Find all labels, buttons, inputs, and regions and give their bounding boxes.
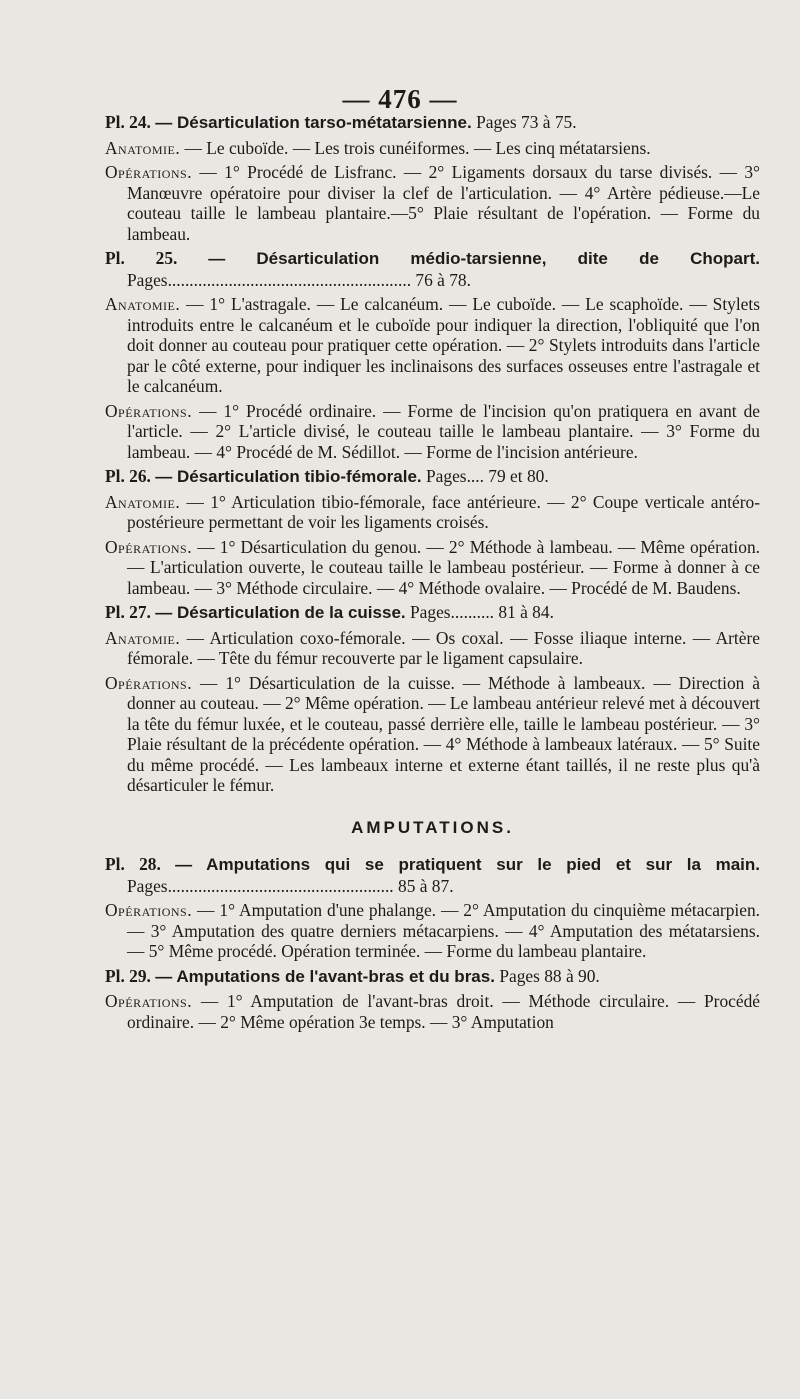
paragraph-text: — Le cuboïde. — Les trois cunéiformes. — Les cinq métatarsiens. bbox=[180, 137, 651, 158]
plate-heading bbox=[105, 466, 760, 488]
paragraph-label: Anatomie. bbox=[105, 137, 181, 158]
pages-reference: Pages.......... 81 à 84. bbox=[409, 602, 554, 622]
pages-reference: Pages........................................................ 76 à 78. bbox=[127, 269, 471, 290]
page-content bbox=[105, 112, 760, 1032]
plate-heading bbox=[105, 854, 760, 896]
plate-title: — Désarticulation tarso-métatarsienne. bbox=[155, 113, 472, 132]
plate-title: — Désarticulation médio-tarsienne, dite de Chopart. bbox=[208, 249, 760, 268]
plate-number: Pl. 27. bbox=[105, 602, 151, 622]
entry-paragraph bbox=[105, 492, 760, 533]
plate-heading bbox=[105, 112, 760, 134]
paragraph-label: Opérations. bbox=[105, 900, 193, 920]
paragraph-text: — 1° Procédé ordinaire. — Forme de l'incision qu'on pratiquera en avant de l'article. — 2° L'article divisé, le couteau taille le lambeau plantaire. — 3° Forme du lambeau. — 4° Procédé de M. Sédillot. — Forme de l'incision antérieure. bbox=[127, 400, 760, 462]
entry-paragraph bbox=[105, 628, 760, 669]
paragraph-label: Anatomie. bbox=[105, 627, 181, 648]
paragraph-label: Opérations. bbox=[105, 672, 193, 693]
paragraph-text: — 1° Procédé de Lisfranc. — 2° Ligaments dorsaux du tarse divisés. — 3° Manœuvre opératoire pour diviser la clef de l'articulation. — 4° Artère pédieuse.—Le couteau taille le lambeau plantaire.—5° Plaie résultant de l'opération. — Forme du lambeau. bbox=[127, 162, 760, 244]
pages-reference: Pages.... 79 et 80. bbox=[426, 466, 549, 486]
plate-title: — Amputations de l'avant-bras et du bras. bbox=[155, 966, 495, 986]
paragraph-label: Opérations. bbox=[105, 991, 193, 1011]
entry-paragraph bbox=[105, 900, 760, 962]
entry-paragraph bbox=[105, 294, 760, 397]
entry-paragraph bbox=[105, 991, 760, 1032]
pages-reference: Pages.................................................... 85 à 87. bbox=[127, 875, 454, 896]
entry-paragraph bbox=[105, 673, 760, 796]
paragraph-text: — 1° Amputation d'une phalange. — 2° Amputation du cinquième métacarpien. — 3° Amputation des quatre derniers métacarpiens. — 4° Amputation des métatarsiens. — 5° Même procédé. Opération terminée. — Forme du lambeau plantaire. bbox=[127, 900, 760, 961]
paragraph-text: — 1° Amputation de l'avant-bras droit. — Méthode circulaire. — Procédé ordinaire. — 2° Même opération 3e temps. — 3° Amputation bbox=[127, 991, 760, 1032]
paragraph-text: — 1° Désarticulation du genou. — 2° Méthode à lambeau. — Même opération. — L'articulation ouverte, le couteau taille le lambeau postérieur. — Forme à donner à ce lambeau. — 3° Méthode circulaire. — 4° Méthode ovalaire. — Procédé de M. Baudens. bbox=[127, 536, 760, 598]
plate-entry bbox=[105, 966, 760, 1033]
page-number: — 476 — bbox=[342, 84, 458, 114]
plate-heading bbox=[105, 602, 760, 624]
paragraph-label: Anatomie. bbox=[105, 294, 181, 314]
paragraph-label: Opérations. bbox=[105, 536, 193, 557]
plate-title: — Désarticulation tibio-fémorale. bbox=[155, 467, 422, 486]
entry-paragraph bbox=[105, 138, 760, 159]
paragraph-label: Opérations. bbox=[105, 400, 193, 421]
paragraph-text: — 1° L'astragale. — Le calcanéum. — Le cuboïde. — Le scaphoïde. — Stylets introduits entre le calcanéum et le cuboïde pour indiquer la direction, l'obliquité que l'on doit donner au couteau pour pratiquer cette opération. — 2° Stylets introduits dans l'article par le côté externe, pour indiquer les inclinaisons des surfaces osseuses entre l'astragale et le calcanéum. bbox=[127, 294, 760, 396]
plate-heading bbox=[105, 248, 760, 290]
plate-entry bbox=[105, 466, 760, 598]
plate-entry bbox=[105, 248, 760, 462]
entry-paragraph bbox=[105, 162, 760, 244]
paragraph-text: — 1° Désarticulation de la cuisse. — Méthode à lambeaux. — Direction à donner au couteau. — 2° Même opération. — Le lambeau antérieur relevé met à découvert la tête du fémur luxée, et le couteau, passé derrière elle, taille le lambeau postérieur. — 3° Plaie résultant de la précédente opération. — 4° Méthode à lambeaux latéraux. — 5° Suite du même procédé. — Les lambeaux interne et externe étant taillés, il ne reste plus qu'à désarticuler le fémur. bbox=[127, 672, 760, 795]
plate-title: — Amputations qui se pratiquent sur le pied et sur la main. bbox=[175, 855, 760, 874]
entry-paragraph bbox=[105, 537, 760, 599]
entries-list-amputations bbox=[105, 854, 760, 1032]
pages-reference: Pages 88 à 90. bbox=[499, 965, 600, 986]
paragraph-text: — Articulation coxo-fémorale. — Os coxal. — Fosse iliaque interne. — Artère fémorale. — Tête du fémur recouverte par le ligament capsulaire. bbox=[127, 627, 760, 668]
entry-paragraph bbox=[105, 401, 760, 463]
plate-number: Pl. 24. bbox=[105, 112, 151, 132]
entries-list bbox=[105, 112, 760, 796]
plate-number: Pl. 25. bbox=[105, 248, 178, 268]
plate-number: Pl. 28. bbox=[105, 854, 161, 874]
plate-entry bbox=[105, 854, 760, 962]
pages-reference: Pages 73 à 75. bbox=[476, 112, 577, 132]
paragraph-label: Opérations. bbox=[105, 162, 193, 182]
plate-number: Pl. 29. bbox=[105, 965, 151, 986]
plate-entry bbox=[105, 602, 760, 796]
paragraph-text: — 1° Articulation tibio-fémorale, face antérieure. — 2° Coupe verticale antéro-postérieure permettant de voir les ligaments croisés. bbox=[127, 491, 760, 532]
paragraph-label: Anatomie. bbox=[105, 491, 181, 512]
plate-heading bbox=[105, 966, 760, 988]
plate-number: Pl. 26. bbox=[105, 466, 151, 486]
plate-title: — Désarticulation de la cuisse. bbox=[155, 603, 406, 622]
section-heading: AMPUTATIONS. bbox=[351, 817, 514, 837]
plate-entry bbox=[105, 112, 760, 244]
